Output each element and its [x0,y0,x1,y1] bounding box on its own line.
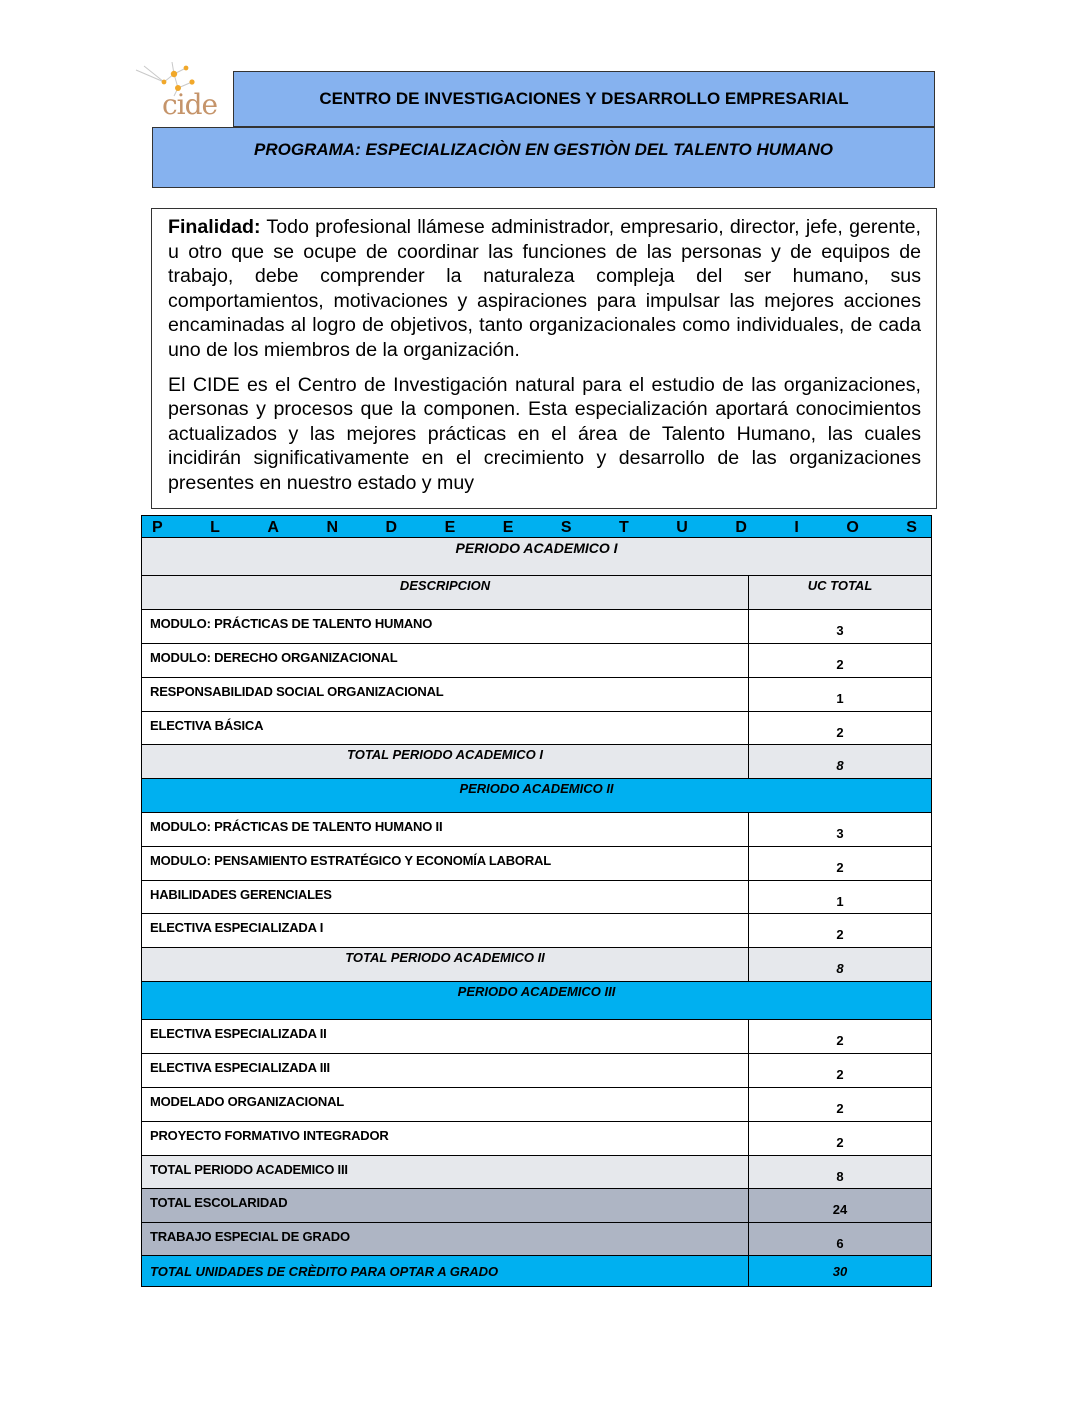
period-1-total-row [142,745,932,779]
table-row [142,644,932,678]
total-grado-value: 30 [749,1256,932,1287]
table-row [142,914,932,948]
purpose-paragraph-2: El CIDE es el Centro de Investigación natural para el estudio de las organizaciones, personas y procesos que la componen. Esta especialización aportará conocimientos actualizados y las mejores prácticas en el área de Talento Humano, las cuales incidirán significativamente en el crecimiento y desarrollo de las organizaciones presentes en nuestro estado y muy [168,373,921,494]
total-escolaridad-label: TOTAL ESCOLARIDAD [142,1189,749,1223]
table-row [142,712,932,745]
plan-title-letter: S [906,519,917,536]
period-3-header [142,982,932,1020]
course-uc: 2 [749,644,932,678]
program-header [152,127,935,188]
course-desc: MODULO: PENSAMIENTO ESTRATÉGICO Y ECONOMÍA LABORAL [142,847,749,881]
total-grado-label: TOTAL UNIDADES DE CRÈDITO PARA OPTAR A GRADO [142,1256,749,1287]
total-escolaridad-value: 24 [749,1189,932,1223]
period-3-total-label: TOTAL PERIODO ACADEMICO III [142,1156,749,1189]
course-uc: 2 [749,1122,932,1156]
purpose-paragraph-1 [168,215,921,363]
period-2-total-row [142,948,932,982]
course-desc: MODULO: PRÁCTICAS DE TALENTO HUMANO II [142,813,749,847]
period-3-total-value: 8 [749,1156,932,1189]
course-desc: PROYECTO FORMATIVO INTEGRADOR [142,1122,749,1156]
course-desc: ELECTIVA BÁSICA [142,712,749,745]
plan-title-letter: N [326,519,339,536]
period-3-title: PERIODO ACADEMICO III [142,982,932,1020]
trabajo-especial-label: TRABAJO ESPECIAL DE GRADO [142,1223,749,1256]
table-row [142,1020,932,1054]
course-uc: 2 [749,847,932,881]
course-uc: 2 [749,712,932,745]
institution-title: CENTRO DE INVESTIGACIONES Y DESARROLLO EMPRESARIAL [319,89,849,108]
plan-title-letters [142,516,931,537]
period-2-title: PERIODO ACADEMICO II [142,779,932,813]
plan-title-letter: L [210,519,220,536]
total-grado-row [142,1256,932,1287]
course-desc: ELECTIVA ESPECIALIZADA I [142,914,749,948]
table-row [142,1054,932,1088]
plan-title-letter: T [619,519,629,536]
table-row [142,1088,932,1122]
plan-title-letter: U [676,519,688,536]
plan-title-letter: D [735,519,747,536]
period-3-total-row [142,1156,932,1189]
plan-title-letter: D [385,519,398,536]
table-row [142,610,932,644]
period-1-total-value: 8 [749,745,932,779]
cide-logo [134,62,216,124]
course-desc: ELECTIVA ESPECIALIZADA III [142,1054,749,1088]
course-uc: 3 [749,610,932,644]
course-uc: 1 [749,881,932,914]
logo-text: cide [162,88,218,121]
course-uc: 1 [749,678,932,712]
purpose-box [151,208,937,509]
trabajo-especial-value: 6 [749,1223,932,1256]
col-uc-header: UC TOTAL [749,576,932,610]
course-uc: 3 [749,813,932,847]
institution-header [233,71,935,127]
table-row [142,678,932,712]
period-1-total-label: TOTAL PERIODO ACADEMICO I [142,745,749,779]
plan-title-letter: O [846,519,859,536]
plan-title [142,516,932,538]
purpose-label: Finalidad: [168,216,261,238]
plan-title-row [142,516,932,538]
program-title: PROGRAMA: ESPECIALIZACIÒN EN GESTIÒN DEL TALENTO HUMANO [254,140,833,159]
period-2-total-label: TOTAL PERIODO ACADEMICO II [142,948,749,982]
period-1-title: PERIODO ACADEMICO I [142,538,932,576]
course-desc: RESPONSABILIDAD SOCIAL ORGANIZACIONAL [142,678,749,712]
course-uc: 2 [749,1020,932,1054]
plan-title-letter: A [267,519,279,536]
course-uc: 2 [749,914,932,948]
trabajo-especial-row [142,1223,932,1256]
study-plan-table [141,515,932,1287]
table-row [142,847,932,881]
course-uc: 2 [749,1088,932,1122]
period-1-header [142,538,932,576]
course-uc: 2 [749,1054,932,1088]
course-desc: ELECTIVA ESPECIALIZADA II [142,1020,749,1054]
course-desc: MODELADO ORGANIZACIONAL [142,1088,749,1122]
period-2-total-value: 8 [749,948,932,982]
col-desc-header: DESCRIPCION [142,576,749,610]
table-row [142,813,932,847]
course-desc: HABILIDADES GERENCIALES [142,881,749,914]
plan-title-letter: P [152,519,163,536]
table-row [142,1122,932,1156]
purpose-text-1: Todo profesional llámese administrador, empresario, director, jefe, gerente, u otro que se ocupe de coordinar las funciones de las personas y de equipos de trabajo, debe comprender la naturaleza compleja del ser humano, sus comportamientos, motivaciones y aspiraciones para impulsar las mejores acciones encaminadas al logro de objetivos, tanto organizacionales como individuales, de cada uno de los miembros de la organización. [168,216,921,361]
plan-title-letter: I [794,519,799,536]
total-escolaridad-row [142,1189,932,1223]
course-desc: MODULO: PRÁCTICAS DE TALENTO HUMANO [142,610,749,644]
column-header-row [142,576,932,610]
course-desc: MODULO: DERECHO ORGANIZACIONAL [142,644,749,678]
period-2-header [142,779,932,813]
plan-title-letter: E [444,519,456,536]
plan-title-letter: E [502,519,514,536]
table-row [142,881,932,914]
plan-title-letter: S [560,519,572,536]
